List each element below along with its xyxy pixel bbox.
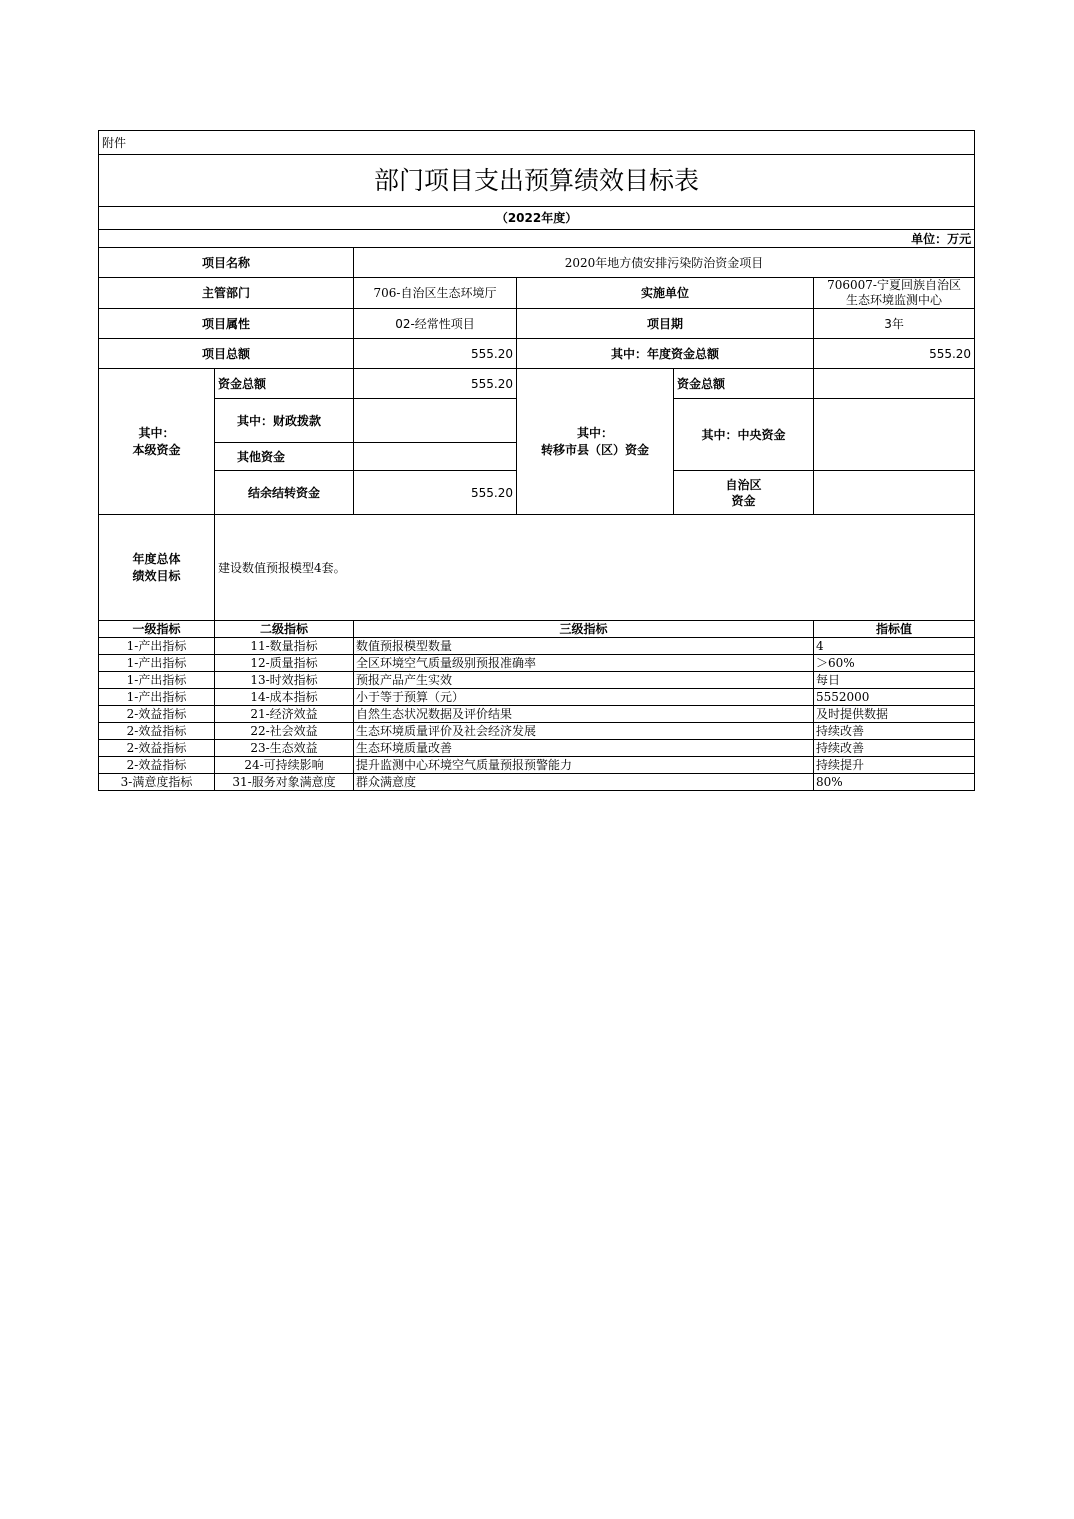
table-row bbox=[99, 689, 975, 706]
unit-label: 单位：万元 bbox=[99, 230, 975, 248]
regional-funds-label: 自治区 资金 bbox=[674, 471, 814, 515]
level3-cell: 生态环境质量评价及社会经济发展 bbox=[354, 723, 814, 740]
level1-cell: 2-效益指标 bbox=[99, 757, 215, 774]
project-name-label: 项目名称 bbox=[99, 248, 354, 278]
level2-cell: 11-数量指标 bbox=[215, 638, 354, 655]
table-row bbox=[99, 774, 975, 791]
indicator-value-cell: 及时提供数据 bbox=[814, 706, 975, 723]
budget-table bbox=[98, 130, 975, 621]
other-funds-label: 其他资金 bbox=[215, 443, 354, 471]
attribute-value: 02-经常性项目 bbox=[354, 309, 517, 339]
level2-cell: 14-成本指标 bbox=[215, 689, 354, 706]
table-row bbox=[99, 706, 975, 723]
central-funds-value bbox=[814, 399, 975, 471]
level1-cell: 2-效益指标 bbox=[99, 706, 215, 723]
dept-label: 主管部门 bbox=[99, 278, 354, 309]
table-row bbox=[99, 723, 975, 740]
indicator-header: 二级指标 bbox=[215, 621, 354, 638]
annual-goal-value: 建设数值预报模型4套。 bbox=[215, 515, 975, 621]
performance-target-sheet bbox=[98, 130, 974, 791]
table-row bbox=[99, 638, 975, 655]
indicator-header: 一级指标 bbox=[99, 621, 215, 638]
impl-unit-value: 706007-宁夏回族自治区 生态环境监测中心 bbox=[814, 278, 975, 309]
table-row bbox=[99, 740, 975, 757]
annual-total-label: 其中：年度资金总额 bbox=[517, 339, 814, 369]
transfer-funds-label: 其中： 转移市县（区）资金 bbox=[517, 369, 674, 515]
table-row bbox=[99, 672, 975, 689]
page-title: 部门项目支出预算绩效目标表 bbox=[99, 155, 975, 207]
table-row bbox=[99, 757, 975, 774]
level2-cell: 31-服务对象满意度 bbox=[215, 774, 354, 791]
funds-total-value: 555.20 bbox=[354, 369, 517, 399]
annual-goal-label: 年度总体 绩效目标 bbox=[99, 515, 215, 621]
level3-cell: 全区环境空气质量级别预报准确率 bbox=[354, 655, 814, 672]
carryover-value: 555.20 bbox=[354, 471, 517, 515]
total-label: 项目总额 bbox=[99, 339, 354, 369]
attribute-label: 项目属性 bbox=[99, 309, 354, 339]
level3-cell: 数值预报模型数量 bbox=[354, 638, 814, 655]
central-funds-label: 其中：中央资金 bbox=[674, 399, 814, 471]
period-value: 3年 bbox=[814, 309, 975, 339]
indicator-value-cell: 80% bbox=[814, 774, 975, 791]
level2-cell: 24-可持续影响 bbox=[215, 757, 354, 774]
indicator-header: 三级指标 bbox=[354, 621, 814, 638]
level2-cell: 12-质量指标 bbox=[215, 655, 354, 672]
other-funds-value bbox=[354, 443, 517, 471]
transfer-funds-total-label: 资金总额 bbox=[674, 369, 814, 399]
dept-value: 706-自治区生态环境厅 bbox=[354, 278, 517, 309]
level1-cell: 3-满意度指标 bbox=[99, 774, 215, 791]
fiscal-value bbox=[354, 399, 517, 443]
attachment-label: 附件 bbox=[99, 131, 975, 155]
indicator-table bbox=[98, 620, 975, 791]
period-label: 项目期 bbox=[517, 309, 814, 339]
level3-cell: 群众满意度 bbox=[354, 774, 814, 791]
level1-cell: 1-产出指标 bbox=[99, 638, 215, 655]
transfer-funds-total-value bbox=[814, 369, 975, 399]
indicator-value-cell: 持续提升 bbox=[814, 757, 975, 774]
indicator-value-cell: 持续改善 bbox=[814, 740, 975, 757]
level1-cell: 1-产出指标 bbox=[99, 655, 215, 672]
year-label: （2022年度） bbox=[99, 207, 975, 230]
level1-cell: 1-产出指标 bbox=[99, 672, 215, 689]
level1-cell: 1-产出指标 bbox=[99, 689, 215, 706]
level2-cell: 21-经济效益 bbox=[215, 706, 354, 723]
level1-cell: 2-效益指标 bbox=[99, 740, 215, 757]
table-row bbox=[99, 655, 975, 672]
level2-cell: 23-生态效益 bbox=[215, 740, 354, 757]
level3-cell: 自然生态状况数据及评价结果 bbox=[354, 706, 814, 723]
carryover-label: 结余结转资金 bbox=[215, 471, 354, 515]
level3-cell: 预报产品产生实效 bbox=[354, 672, 814, 689]
fiscal-label: 其中：财政拨款 bbox=[215, 399, 354, 443]
impl-unit-label: 实施单位 bbox=[517, 278, 814, 309]
funds-total-label: 资金总额 bbox=[215, 369, 354, 399]
regional-funds-value bbox=[814, 471, 975, 515]
indicator-value-cell: 5552000 bbox=[814, 689, 975, 706]
project-name-value: 2020年地方债安排污染防治资金项目 bbox=[354, 248, 975, 278]
level3-cell: 小于等于预算（元） bbox=[354, 689, 814, 706]
indicator-value-cell: ＞60% bbox=[814, 655, 975, 672]
level2-cell: 13-时效指标 bbox=[215, 672, 354, 689]
indicator-value-cell: 每日 bbox=[814, 672, 975, 689]
level3-cell: 生态环境质量改善 bbox=[354, 740, 814, 757]
level3-cell: 提升监测中心环境空气质量预报预警能力 bbox=[354, 757, 814, 774]
annual-total-value: 555.20 bbox=[814, 339, 975, 369]
indicator-header: 指标值 bbox=[814, 621, 975, 638]
level-funds-label: 其中： 本级资金 bbox=[99, 369, 215, 515]
indicator-value-cell: 4 bbox=[814, 638, 975, 655]
level1-cell: 2-效益指标 bbox=[99, 723, 215, 740]
indicator-value-cell: 持续改善 bbox=[814, 723, 975, 740]
level2-cell: 22-社会效益 bbox=[215, 723, 354, 740]
total-value: 555.20 bbox=[354, 339, 517, 369]
